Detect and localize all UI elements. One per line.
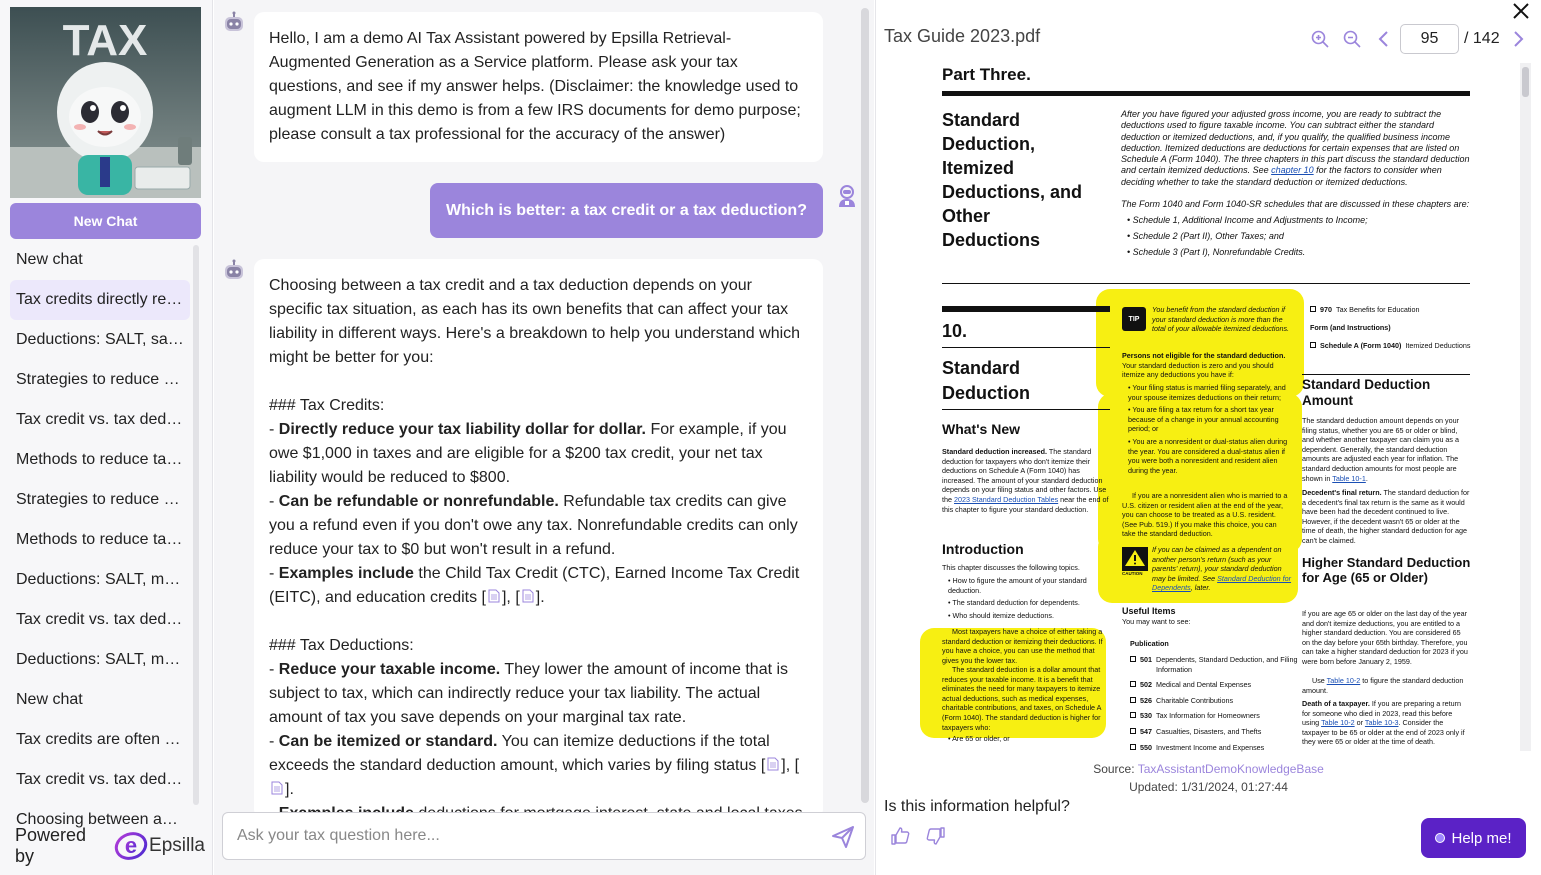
checkbox-icon bbox=[1130, 744, 1136, 750]
publication-item bbox=[1310, 305, 1480, 315]
sidebar bbox=[0, 0, 213, 875]
use-table-end: to figure the standard deduction amount. bbox=[1302, 676, 1464, 695]
history-item-label: Methods to reduce ta… bbox=[16, 451, 183, 468]
pdf-document-view[interactable] bbox=[884, 63, 1531, 751]
heading-line: Deductions, and bbox=[942, 182, 1083, 202]
publication-item bbox=[1130, 655, 1300, 674]
nonresident-text: If you are a nonresident alien who is married to a U.S. citizen or resident alien at the end of the year, you can choose to be treated as a U.S. resident. (See Pub. 519.) If you make this choice, you can take the standard deduction. bbox=[1122, 491, 1288, 539]
publication-number: 501 bbox=[1140, 655, 1152, 664]
publication-title: Itemized Deductions bbox=[1405, 341, 1471, 350]
source-info bbox=[876, 760, 1541, 796]
whats-new-text bbox=[942, 447, 1110, 514]
publication-number: Schedule A (Form 1040) bbox=[1320, 341, 1402, 350]
svg-text:e: e bbox=[124, 833, 138, 858]
sidebar-scrollbar[interactable] bbox=[193, 245, 199, 805]
part-heading bbox=[942, 108, 1122, 252]
whats-new-heading: What's New bbox=[942, 421, 1021, 437]
heading-line: Deduction bbox=[942, 383, 1030, 403]
powered-by bbox=[15, 825, 205, 866]
sidebar-history-item[interactable] bbox=[0, 680, 190, 720]
heading-line: Deductions bbox=[942, 230, 1041, 250]
introduction-heading: Introduction bbox=[942, 541, 1024, 557]
death-text bbox=[1302, 699, 1470, 747]
bullet-item: • Schedule 2 (Part II), Other Taxes; and bbox=[1127, 230, 1284, 241]
checkbox-icon bbox=[1130, 697, 1136, 703]
publication-title: Casualties, Disasters, and Thefts bbox=[1156, 726, 1262, 736]
bullet-text: Refundable tax credits can give you a refund even if you don't owe any tax. Nonrefundable credits can only reduce your tax to $0 but won't result in a refund. bbox=[269, 493, 798, 558]
death-or: or bbox=[1356, 718, 1364, 728]
sidebar-history-item[interactable] bbox=[0, 240, 190, 280]
bullet-item: • The standard deduction for dependents. bbox=[948, 598, 1080, 608]
bullet-bold: Reduce your taxable income. bbox=[278, 661, 501, 678]
history-item-label: Tax credit vs. tax ded… bbox=[16, 771, 183, 788]
bullet-item-text: The standard deduction for dependents. bbox=[952, 598, 1080, 608]
publication-item bbox=[1130, 680, 1300, 690]
publication-heading: Publication bbox=[1130, 639, 1169, 648]
send-icon[interactable] bbox=[831, 825, 855, 849]
powered-by-label: Powered by bbox=[15, 825, 87, 866]
pdf-scrollbar[interactable] bbox=[1522, 67, 1529, 97]
rule bbox=[942, 306, 1110, 312]
publication-number: 502 bbox=[1140, 680, 1152, 690]
rule bbox=[942, 91, 1470, 96]
user-avatar-icon bbox=[834, 183, 860, 209]
bullet-item-text: Who should itemize deductions. bbox=[952, 610, 1054, 620]
bullet-text: They lower the amount of income that is subject to tax, which can indirectly reduce your tax liability. The actual amount of tax you save depends on your marginal tax rate. bbox=[269, 661, 789, 726]
sidebar-history-item[interactable] bbox=[10, 280, 190, 320]
sidebar-history-item[interactable] bbox=[0, 480, 190, 520]
not-eligible-body: Your standard deduction is zero and you should itemize any deductions you have if: bbox=[1122, 360, 1274, 380]
updated-timestamp: Updated: 1/31/2024, 01:27:44 bbox=[1129, 780, 1288, 794]
help-me-label: Help me! bbox=[1451, 829, 1512, 847]
source-label: Source: bbox=[1093, 762, 1135, 776]
use-table-label: Use bbox=[1312, 676, 1325, 685]
question-input-box bbox=[222, 812, 866, 860]
bullet-bold: Can be refundable or nonrefundable. bbox=[278, 493, 559, 510]
thumbs-up-icon[interactable] bbox=[890, 826, 910, 846]
history-item-label: New chat bbox=[16, 691, 83, 708]
intro-text-end: for the factors to consider when deciding whether to take the standard deduction or itemized deductions. bbox=[1121, 165, 1442, 187]
publication-item bbox=[1130, 727, 1300, 737]
bot-welcome-message: Hello, I am a demo AI Tax Assistant powered by Epsilla Retrieval-Augmented Generation as a Service platform. Please ask your tax questions, and see if my answer helps. (Disclaimer: the knowledge used to augment LLM in this demo is from a few IRS documents for demo purpose; please consult a tax professional for the accuracy of the answer) bbox=[254, 12, 823, 162]
help-dot-icon bbox=[1435, 833, 1445, 843]
rule bbox=[942, 409, 1110, 410]
publication-title: Dependents, Standard Deduction, and Filing Information bbox=[1156, 655, 1298, 674]
bullet-item: • You are filing a tax return for a short tax year because of a change in your annual accounting period; or bbox=[1128, 405, 1279, 434]
std-deduction-tables-link[interactable]: 2023 Standard Deduction Tables bbox=[954, 494, 1059, 504]
not-eligible-list bbox=[1128, 383, 1292, 478]
svg-text:TAX: TAX bbox=[62, 16, 148, 65]
higher-std-text: If you are age 65 or older on the last day of the year and don't itemize deductions, you are entitled to a higher standard deduction. You are considered 65 on the day before your 65th birthday. Therefore, you can take a higher standard deduction for 2023 if you were born before January 2, 1959. bbox=[1302, 609, 1468, 666]
chat-panel bbox=[214, 0, 874, 875]
zoom-in-icon[interactable] bbox=[1310, 29, 1330, 49]
answer-intro: Choosing between a tax credit and a tax deduction depends on your specific tax situation, as each has its own benefits that can affect your tax liability in different ways. Here's a breakdown to help you understand which might be better for you: bbox=[269, 277, 801, 366]
caution-end: , later. bbox=[1190, 583, 1211, 593]
bullet-item: • How to figure the amount of your standard deduction. bbox=[948, 576, 1087, 595]
publication-title: Investment Income and Expenses bbox=[1156, 742, 1265, 752]
next-page-icon[interactable] bbox=[1508, 29, 1528, 49]
publication-title: Tax Benefits for Education bbox=[1336, 305, 1420, 314]
epsilla-brand: Epsilla bbox=[149, 835, 205, 856]
std-amount-body: The standard deduction amount depends on your filing status, whether you are 65 or older or blind, and whether another taxpayer can claim you as a dependent. Generally, the standard deduction amounts are adjusted each year for inflation. The standard deduction amounts for most people are shown in bbox=[1302, 416, 1460, 483]
history-item-label: Tax credit vs. tax ded… bbox=[16, 411, 183, 428]
publication-number: 530 bbox=[1140, 711, 1152, 721]
history-item-label: New chat bbox=[16, 251, 83, 268]
tip-text: You benefit from the standard deduction if your standard deduction is more than the total of your allowable itemized deductions. bbox=[1152, 305, 1290, 334]
sidebar-history-item[interactable] bbox=[0, 400, 190, 440]
source-link[interactable]: TaxAssistantDemoKnowledgeBase bbox=[1137, 762, 1324, 776]
bullet-item: • Your filing status is married filing separately, and your spouse itemizes deductions on their return; bbox=[1128, 383, 1286, 402]
zoom-out-icon[interactable] bbox=[1342, 29, 1362, 49]
epsilla-logo[interactable] bbox=[113, 831, 205, 861]
bullet-text: For example, if you owe $1,000 in taxes and are eligible for a $200 tax credit, your net tax liability would be reduced to $800. bbox=[269, 421, 787, 486]
schedules-intro: The Form 1040 and Form 1040-SR schedules that are discussed in these chapters are: bbox=[1121, 199, 1470, 210]
part-intro bbox=[1121, 109, 1471, 264]
sidebar-history-item[interactable] bbox=[0, 520, 190, 560]
chat-history-list bbox=[0, 240, 200, 830]
std-amount-text: The standard deduction amount depends on your filing status, whether you are 65 or older or blind, and whether another taxpayer can claim you as a dependent. Generally, the standard deduction amounts are adjusted each year for inflation. The standard deduction amounts for most people are shown in Table 10-1. bbox=[1302, 416, 1460, 483]
bullet-bold: Examples include bbox=[278, 565, 414, 582]
form-heading: Form (and Instructions) bbox=[1310, 323, 1391, 332]
deductions-heading: ### Tax Deductions: bbox=[269, 637, 414, 654]
pdf-viewer-panel bbox=[875, 0, 1540, 875]
checkbox-icon bbox=[1130, 656, 1136, 662]
sidebar-history-item[interactable] bbox=[0, 600, 190, 640]
form-list bbox=[1310, 341, 1480, 357]
help-me-button[interactable] bbox=[1421, 818, 1526, 858]
not-eligible-text bbox=[1122, 351, 1292, 380]
answer-bullet: - Reduce your taxable income. They lower the amount of income that is subject to tax, which can indirectly reduce your tax liability. The actual amount of tax you save depends on your marginal tax rate. bbox=[269, 661, 789, 726]
bullet-item-text: Schedule 3 (Part I), Nonrefundable Credits. bbox=[1132, 247, 1306, 258]
checkbox-icon bbox=[1130, 728, 1136, 734]
publication-number: 970 bbox=[1320, 305, 1332, 314]
higher-std-heading: Higher Standard Deduction for Age (65 or Older) bbox=[1302, 555, 1471, 585]
bullet-item-text: How to figure the amount of your standard deduction. bbox=[948, 576, 1087, 595]
bullet-item: • Schedule 3 (Part I), Nonrefundable Credits. bbox=[1127, 247, 1306, 258]
source-document-icon[interactable] bbox=[271, 781, 283, 795]
publication-title: Medical and Dental Expenses bbox=[1156, 680, 1252, 690]
chapter-number: 10. bbox=[942, 321, 968, 341]
epsilla-logo-icon bbox=[113, 831, 149, 861]
thumbs-down-icon[interactable] bbox=[926, 826, 946, 846]
source-document-icon[interactable] bbox=[522, 589, 534, 603]
mascot-illustration bbox=[10, 7, 201, 198]
checkbox-icon bbox=[1310, 342, 1316, 348]
rule bbox=[942, 347, 1110, 348]
are65-bullet: • Are 65 or older, or bbox=[948, 734, 1010, 743]
credits-heading: ### Tax Credits: bbox=[269, 397, 385, 414]
intro-topics: This chapter discusses the following topics. bbox=[942, 563, 1080, 572]
publication-item bbox=[1130, 743, 1300, 753]
checkbox-icon bbox=[1310, 306, 1316, 312]
publication-item bbox=[1310, 341, 1480, 351]
decedent-text bbox=[1302, 488, 1470, 546]
bot-avatar-icon bbox=[222, 10, 246, 34]
whats-new-end: near the end of this chapter to figure your standard deduction. bbox=[942, 494, 1109, 514]
publication-list bbox=[1130, 655, 1300, 758]
history-item-label: Tax credits are often … bbox=[16, 731, 181, 748]
death-bold: Death of a taxpayer. bbox=[1302, 699, 1370, 708]
heading-line: Standard bbox=[942, 110, 1021, 130]
caution-body: If you can be claimed as a dependent on another person's return (such as your parents' return), your standard deduction may be limited. See bbox=[1152, 545, 1282, 583]
sidebar-history-item[interactable] bbox=[0, 760, 190, 800]
whats-new-bold: Standard deduction increased. bbox=[942, 447, 1048, 456]
answer-bullet: - Directly reduce your tax liability dollar for dollar. For example, if you owe $1,000 in taxes and are eligible for a $200 tax credit, your net tax liability would be reduced to $800. bbox=[269, 421, 787, 486]
publication-number: 547 bbox=[1140, 726, 1152, 736]
page-number-input[interactable] bbox=[1400, 24, 1459, 54]
intro-text: After you have figured your adjusted gross income, you are ready to subtract the deductions used to figure taxable income. You can subtract either the standard deduction or itemized deductions, and, if you qualify, the qualified business income deduction. Itemized deductions are deductions for certain expenses that are listed on Schedule A (Form 1040). The three chapters in this part discuss the standard deduction and certain itemized deductions. See bbox=[1121, 109, 1470, 176]
checkbox-icon bbox=[1130, 681, 1136, 687]
chapter-title bbox=[942, 356, 1112, 406]
bullet-item-text: Your filing status is married filing separately, and your spouse itemizes deductions on their return; bbox=[1128, 383, 1286, 402]
sidebar-history-item[interactable] bbox=[0, 640, 190, 680]
question-input[interactable] bbox=[237, 813, 817, 858]
not-eligible-bold: Persons not eligible for the standard deduction. bbox=[1122, 351, 1286, 360]
bullet-bold: Directly reduce your tax liability dollar for dollar. bbox=[278, 421, 646, 438]
helpful-question: Is this information helpful? bbox=[884, 798, 1070, 815]
bullet-item: • Schedule 1, Additional Income and Adjustments to Income; bbox=[1127, 214, 1368, 225]
previous-page-icon[interactable] bbox=[1374, 29, 1394, 49]
std-amount-heading: Standard Deduction Amount bbox=[1302, 377, 1431, 408]
pdf-page bbox=[884, 63, 1520, 751]
pdf-title: Tax Guide 2023.pdf bbox=[884, 26, 1041, 46]
death-end: . Consider the taxpayer to be 65 or older at the end of 2023 only if they were 65 or older at the time of death. bbox=[1302, 718, 1465, 747]
heading-line: Standard bbox=[942, 358, 1021, 378]
close-icon[interactable] bbox=[1512, 2, 1530, 20]
chapter-link[interactable]: chapter 10 bbox=[1271, 165, 1314, 176]
bot-avatar-icon bbox=[222, 258, 246, 282]
bullet-text: You can itemize deductions if the total exceeds the standard deduction amount, which varies by filing status [ bbox=[269, 733, 770, 774]
table-10-3-link[interactable]: Table 10-3 bbox=[1364, 718, 1399, 728]
heading-line: Other bbox=[942, 206, 991, 226]
table-10-2-link[interactable]: Table 10-2 bbox=[1326, 676, 1361, 685]
history-item-label: Choosing between a… bbox=[16, 811, 178, 828]
sidebar-history-item[interactable] bbox=[0, 560, 190, 600]
may-want-text: You may want to see: bbox=[1122, 617, 1191, 626]
decedent-body: The standard deduction for a decedent's final tax return is the same as it would have been had the decedent continued to live. However, if the decedent wasn't 65 or older at the time of death, the higher standard deduction for age can't be claimed. bbox=[1302, 488, 1470, 545]
part-label: Part Three. bbox=[942, 65, 1031, 84]
source-document-icon[interactable] bbox=[767, 757, 779, 771]
answer-bullet: - Examples include the Child Tax Credit (CTC), Earned Income Tax Credit (EITC), and education credits [ ], [ ]. bbox=[269, 565, 800, 606]
bullet-bold: Can be itemized or standard. bbox=[278, 733, 498, 750]
user-message: Which is better: a tax credit or a tax deduction? bbox=[430, 183, 823, 238]
decedent-bold: Decedent's final return. bbox=[1302, 488, 1382, 497]
chat-scrollbar[interactable] bbox=[861, 8, 869, 803]
history-item-label: Deductions: SALT, m… bbox=[16, 571, 181, 588]
publication-item bbox=[1130, 711, 1300, 721]
most-taxpayers-text: Most taxpayers have a choice of either taking a standard deduction or itemizing their deductions. If you have a choice, you can use the method that gives you the lower tax. bbox=[942, 627, 1103, 665]
topics-list bbox=[948, 576, 1110, 623]
bullet-item: • Who should itemize deductions. bbox=[948, 610, 1054, 620]
sidebar-history-item[interactable] bbox=[0, 720, 190, 760]
tip-label: TIP bbox=[1128, 315, 1140, 323]
right-publication-list bbox=[1310, 305, 1480, 321]
death-body: If you are preparing a return for someone who died in 2023, read this before using bbox=[1302, 699, 1462, 728]
sidebar-history-item[interactable] bbox=[0, 440, 190, 480]
whats-new-body: The standard deduction for taxpayers who don't itemize their deductions on Schedule A (Form 1040) has increased. The amount of your standard deduction depends on your filing status and other factors. Use the bbox=[942, 447, 1107, 504]
table-10-2-link[interactable]: Table 10-2 bbox=[1321, 718, 1355, 728]
bot-answer-message bbox=[254, 259, 823, 819]
caution-text bbox=[1152, 545, 1292, 593]
checkbox-icon bbox=[1130, 712, 1136, 718]
table-10-1-link[interactable]: Table 10-1 bbox=[1332, 473, 1366, 483]
are65-text: Are 65 or older, or bbox=[952, 734, 1010, 743]
history-item-label: Strategies to reduce … bbox=[16, 371, 180, 388]
tax-mascot-image bbox=[10, 7, 201, 198]
history-item-label: Deductions: SALT, sa… bbox=[16, 331, 184, 348]
sidebar-history-item[interactable] bbox=[0, 320, 190, 360]
source-document-icon[interactable] bbox=[488, 589, 500, 603]
bullet-item-text: You are a nonresident or dual-status alien during the year. You are considered a dual-status alien if you were both a nonresident and resident alien during the year. bbox=[1128, 436, 1288, 475]
schedules-list bbox=[1121, 215, 1471, 259]
rule bbox=[942, 283, 1470, 284]
answer-bullet: - Can be itemized or standard. You can itemize deductions if the total exceeds the standard deduction amount, which varies by filing status [ ], []. bbox=[269, 733, 800, 798]
tip-icon bbox=[1122, 307, 1146, 331]
publication-title: Tax Information for Homeowners bbox=[1156, 711, 1260, 721]
publication-item bbox=[1130, 696, 1300, 706]
heading-line: Deduction, bbox=[942, 134, 1035, 154]
publication-number: 526 bbox=[1140, 695, 1152, 705]
history-item-label: Tax credits directly re… bbox=[16, 291, 183, 308]
bullet-item-text: You are filing a tax return for a short tax year because of a change in your annual accounting period; or bbox=[1128, 405, 1279, 434]
answer-bullet: - Can be refundable or nonrefundable. Refundable tax credits can give you a refund even if you don't owe any tax. Nonrefundable credits can only reduce your tax to $0 but won't result in a refund. bbox=[269, 493, 798, 558]
use-table-text bbox=[1302, 676, 1470, 695]
history-item-label: Strategies to reduce … bbox=[16, 491, 180, 508]
useful-items-heading: Useful Items bbox=[1122, 606, 1176, 616]
publication-number: 550 bbox=[1140, 742, 1152, 752]
sidebar-history-item[interactable] bbox=[0, 360, 190, 400]
caution-label: CAUTION bbox=[1122, 571, 1143, 576]
bullet-item-text: Schedule 1, Additional Income and Adjustments to Income; bbox=[1132, 214, 1368, 225]
bullet-item: • You are a nonresident or dual-status alien during the year. You are considered a dual-status alien if you were both a nonresident and resident alien during the year. bbox=[1128, 436, 1288, 475]
publication-title: Charitable Contributions bbox=[1156, 695, 1234, 705]
message-list bbox=[214, 0, 859, 805]
dependents-link[interactable]: Standard Deduction for Dependents bbox=[1152, 573, 1292, 593]
page-total: / 142 bbox=[1464, 30, 1500, 47]
bullet-item-text: Schedule 2 (Part II), Other Taxes; and bbox=[1132, 230, 1284, 241]
new-chat-button[interactable]: New Chat bbox=[10, 203, 201, 239]
std-is-text: The standard deduction is a dollar amount that reduces your taxable income. It is a benefit that eliminates the need for many taxpayers to itemize actual deductions, such as medical expenses, charitable contributions, and taxes, on Schedule A (Form 1040). The standard deduction is higher for taxpayers who: bbox=[942, 665, 1102, 732]
history-item-label: Methods to reduce ta… bbox=[16, 531, 183, 548]
history-item-label: Deductions: SALT, m… bbox=[16, 651, 181, 668]
rule bbox=[1302, 374, 1470, 375]
history-item-label: Tax credit vs. tax ded… bbox=[16, 611, 183, 628]
heading-line: Itemized bbox=[942, 158, 1015, 178]
bullet-text: the Child Tax Credit (CTC), Earned Income Tax Credit (EITC), and education credits [ bbox=[269, 565, 800, 606]
caution-icon bbox=[1122, 547, 1148, 576]
